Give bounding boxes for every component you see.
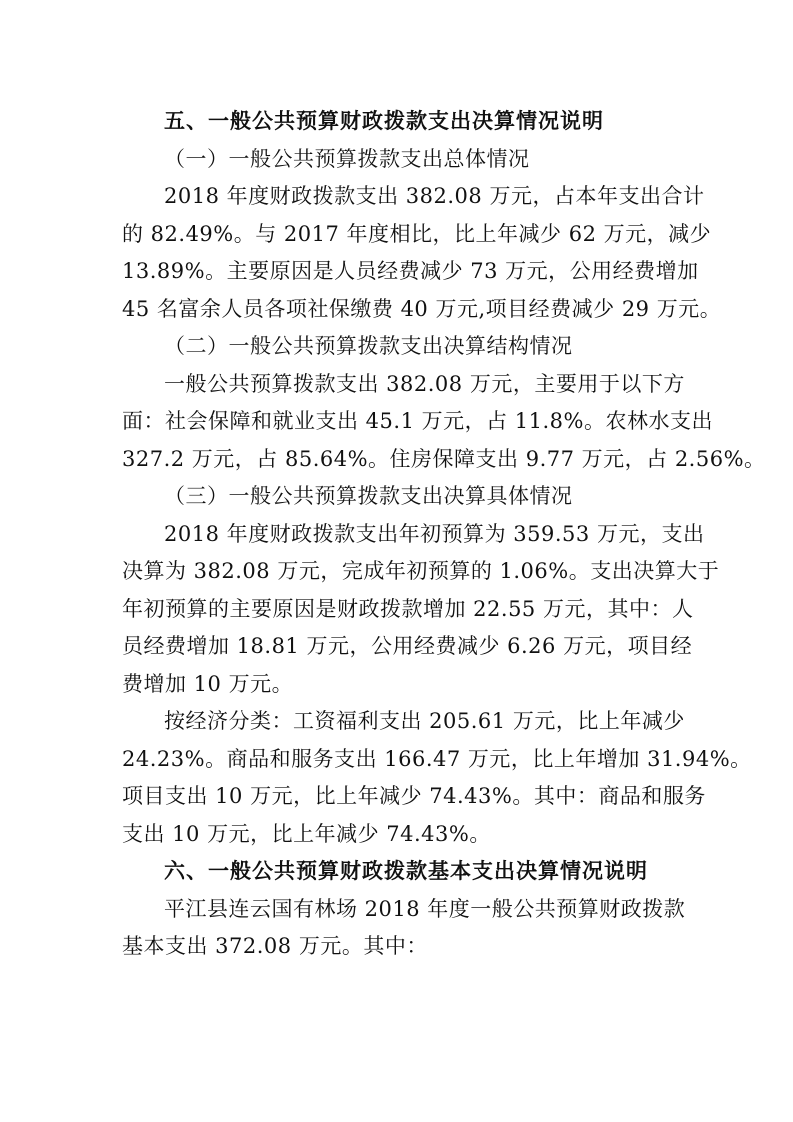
paragraph-line: 一般公共预算拨款支出 382.08 万元，主要用于以下方: [164, 371, 685, 396]
paragraph-line: 年初预算的主要原因是财政拨款增加 22.55 万元，其中：人: [122, 596, 694, 621]
paragraph-line: 支出 10 万元，比上年减少 74.43%。: [122, 821, 491, 846]
paragraph-line: 2018 年度财政拨款支出年初预算为 359.53 万元，支出: [164, 521, 705, 546]
section6-title: 六、一般公共预算财政拨款基本支出决算情况说明: [164, 859, 648, 883]
section5-sub1-heading: （一）一般公共预算拨款支出总体情况: [164, 146, 530, 171]
paragraph-line: 24.23%。商品和服务支出 166.47 万元，比上年增加 31.94%。: [122, 746, 752, 771]
paragraph-line: 13.89%。主要原因是人员经费减少 73 万元，公用经费增加: [122, 259, 699, 283]
paragraph-line: 按经济分类：工资福利支出 205.61 万元，比上年减少: [164, 709, 685, 733]
paragraph-line: 费增加 10 万元。: [122, 671, 294, 696]
section5-sub3-heading: （三）一般公共预算拨款支出决算具体情况: [164, 484, 573, 508]
paragraph-line: 面：社会保障和就业支出 45.1 万元，占 11.8%。农林水支出: [122, 409, 713, 433]
paragraph-line: 基本支出 372.08 万元。其中：: [122, 934, 428, 958]
document-body: [122, 103, 766, 966]
paragraph-line: 45 名富余人员各项社保缴费 40 万元,项目经费减少 29 万元。: [122, 296, 722, 321]
section5-title: 五、一般公共预算财政拨款支出决算情况说明: [164, 109, 604, 133]
paragraph-line: 决算为 382.08 万元，完成年初预算的 1.06%。支出决算大于: [122, 559, 720, 583]
paragraph-line: 员经费增加 18.81 万元，公用经费减少 6.26 万元，项目经: [122, 634, 693, 658]
paragraph-line: 项目支出 10 万元，比上年减少 74.43%。其中：商品和服务: [122, 784, 706, 808]
paragraph-line: 2018 年度财政拨款支出 382.08 万元，占本年支出合计: [164, 184, 705, 208]
section5-sub2-heading: （二）一般公共预算拨款支出决算结构情况: [164, 334, 573, 358]
paragraph-line: 平江县连云国有林场 2018 年度一般公共预算财政拨款: [164, 896, 686, 921]
paragraph-line: 的 82.49%。与 2017 年度相比，比上年减少 62 万元，减少: [122, 221, 712, 246]
paragraph-line: 327.2 万元，占 85.64%。住房保障支出 9.77 万元，占 2.56%。: [122, 446, 766, 471]
